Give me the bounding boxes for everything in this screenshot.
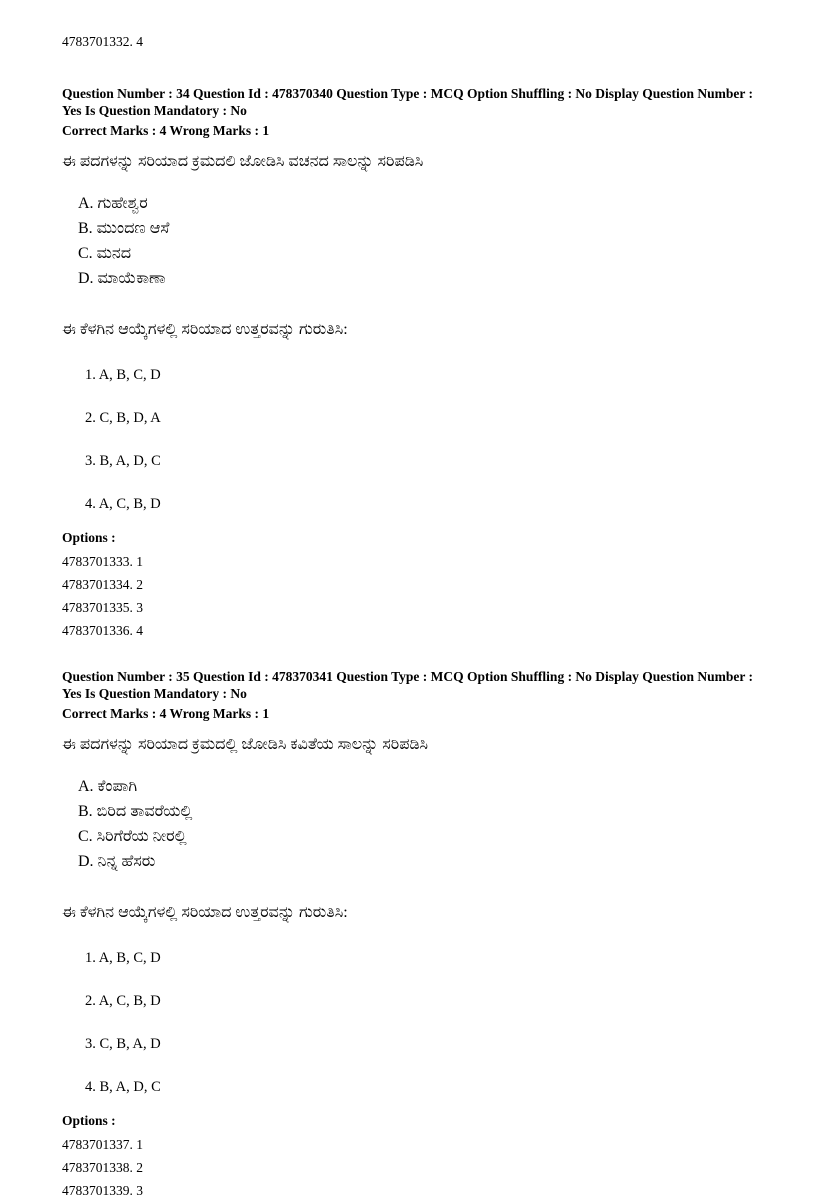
option-id-list (62, 550, 768, 642)
question-block-34 (62, 85, 768, 642)
option-id-1: 4783701337. 1 (62, 1137, 143, 1152)
answer-choice-list (85, 950, 768, 1096)
answer-choice-2: 2. C, B, D, A (85, 410, 161, 426)
word-item-d: D. ನಿನ್ನ ಹೆಸರು (78, 853, 156, 870)
answer-choice-1: 1. A, B, C, D (85, 950, 161, 966)
word-item-c: C. ಸಿರಿಗೆರೆಯ ನೀರಲ್ಲಿ (78, 828, 187, 845)
option-id-3: 4783701339. 3 (62, 1183, 143, 1198)
marks-line: Correct Marks : 4 Wrong Marks : 1 (62, 123, 270, 138)
instruction-text: ಈ ಕೆಳಗಿನ ಆಯ್ಕೆಗಳಲ್ಲಿ ಸರಿಯಾದ ಉತ್ತರವನ್ನು ಗುರುತಿಸಿ: (62, 321, 348, 338)
option-id-list (62, 1133, 768, 1202)
previous-option-id: 4783701332. 4 (62, 34, 143, 49)
word-item-b: B. ಬಿರಿದ ತಾವರೆಯಲ್ಲಿ (78, 803, 193, 820)
option-id-2: 4783701334. 2 (62, 577, 143, 592)
word-item-d: D. ಮಾಯೆಕಾಣಾ (78, 270, 166, 287)
word-item-c: C. ಮನದ (78, 245, 132, 262)
answer-choice-4: 4. B, A, D, C (85, 1079, 161, 1095)
answer-choice-2: 2. A, C, B, D (85, 993, 161, 1009)
instruction-text: ಈ ಕೆಳಗಿನ ಆಯ್ಕೆಗಳಲ್ಲಿ ಸರಿಯಾದ ಉತ್ತರವನ್ನು ಗುರುತಿಸಿ: (62, 904, 348, 921)
option-id-1: 4783701333. 1 (62, 554, 143, 569)
question-header: Question Number : 35 Question Id : 478370341 Question Type : MCQ Option Shuffling : No Display Question Number : Yes Is Question Mandatory : No (62, 669, 753, 701)
question-header: Question Number : 34 Question Id : 478370340 Question Type : MCQ Option Shuffling : No Display Question Number : Yes Is Question Mandatory : No (62, 86, 753, 118)
word-item-a: A. ಕೆಂಪಾಗಿ (78, 778, 138, 795)
question-text: ಈ ಪದಗಳನ್ನು ಸರಿಯಾದ ಕ್ರಮದಲಿ ಜೋಡಿಸಿ ವಚನದ ಸಾಲನ್ನು ಸರಿಪಡಿಸಿ (62, 153, 424, 170)
option-id-2: 4783701338. 2 (62, 1160, 143, 1175)
option-id-3: 4783701335. 3 (62, 600, 143, 615)
answer-choice-1: 1. A, B, C, D (85, 367, 161, 383)
word-list (78, 774, 768, 874)
options-label: Options : (62, 1113, 116, 1128)
question-text: ಈ ಪದಗಳನ್ನು ಸರಿಯಾದ ಕ್ರಮದಲ್ಲಿ ಜೋಡಿಸಿ ಕವಿತೆಯ ಸಾಲನ್ನು ಸರಿಪಡಿಸಿ (62, 736, 429, 753)
option-id-4: 4783701336. 4 (62, 623, 143, 638)
marks-line: Correct Marks : 4 Wrong Marks : 1 (62, 706, 270, 721)
question-block-35 (62, 668, 768, 1202)
word-list (78, 191, 768, 291)
answer-choice-3: 3. C, B, A, D (85, 1036, 161, 1052)
answer-choice-list (85, 367, 768, 513)
word-item-b: B. ಮುಂದಣ ಆಸೆ (78, 220, 170, 237)
answer-choice-3: 3. B, A, D, C (85, 453, 161, 469)
answer-choice-4: 4. A, C, B, D (85, 496, 161, 512)
options-label: Options : (62, 530, 116, 545)
word-item-a: A. ಗುಹೇಶ್ವರ (78, 195, 148, 212)
